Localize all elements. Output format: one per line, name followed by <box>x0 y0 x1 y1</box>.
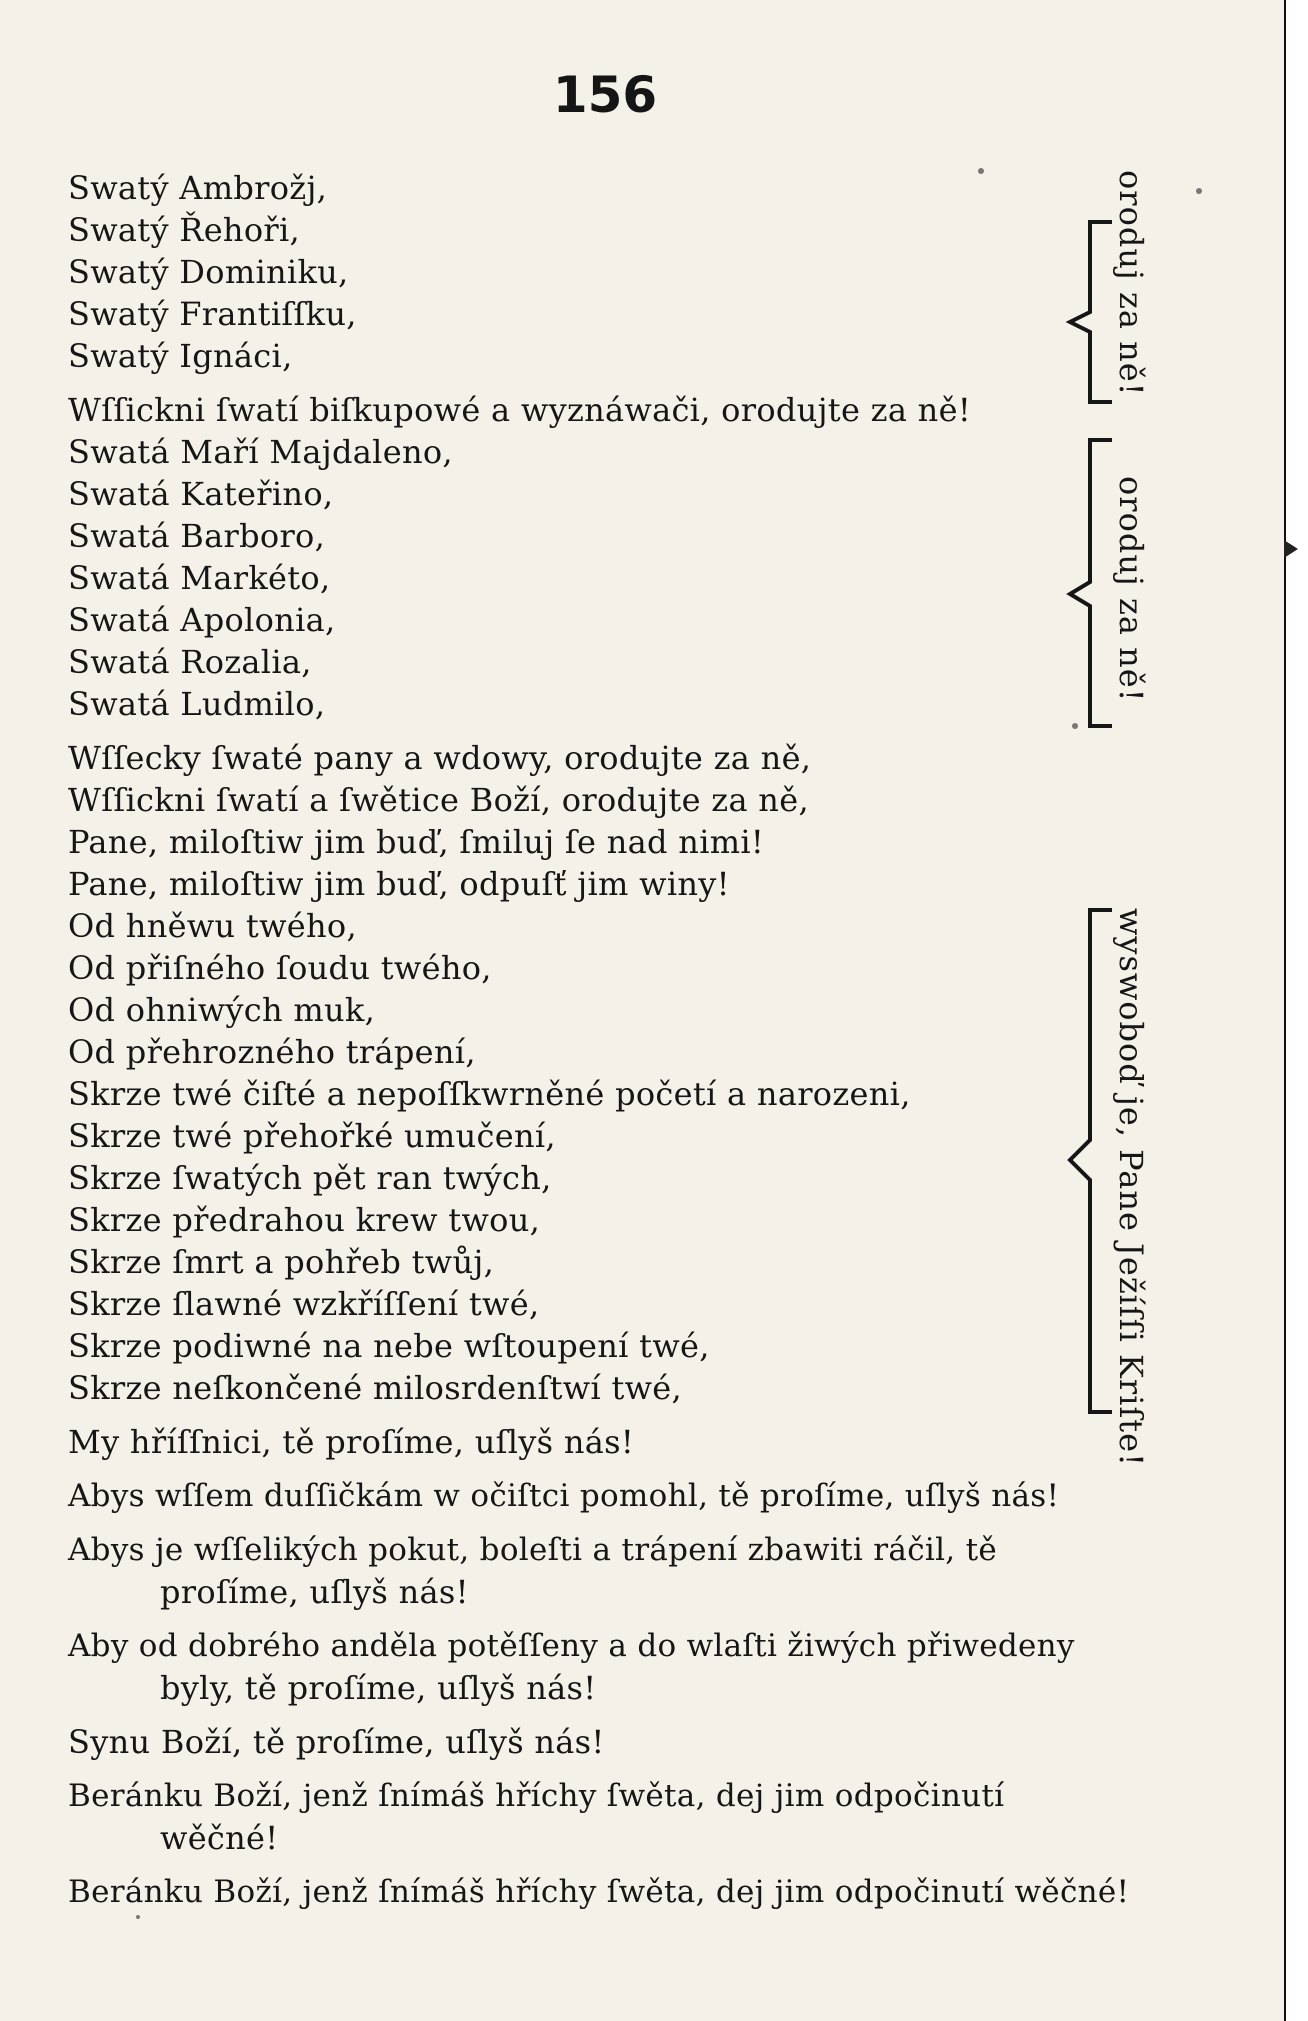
text-line: Swatý Ambrožj, <box>68 169 328 207</box>
page-speck <box>136 1915 140 1919</box>
text-line: Skrze podiwné na nebe wſtoupení twé, <box>68 1327 710 1365</box>
text-line: proſíme, uſlyš nás! <box>160 1573 469 1611</box>
brace-3 <box>1070 910 1112 1412</box>
text-line: Skrze twé přehořké umučení, <box>68 1117 556 1155</box>
text-line: Od ohniwých muk, <box>68 991 376 1029</box>
side-label: oroduj za ně! <box>1112 170 1150 397</box>
side-label: wyswoboď je, Pane Ježíſſi Kriſte! <box>1112 908 1150 1467</box>
brace-1 <box>1070 222 1112 402</box>
text-line: Swatá Ludmilo, <box>68 685 326 723</box>
side-label: oroduj za ně! <box>1112 476 1150 703</box>
text-line: Swatá Apolonia, <box>68 601 336 639</box>
text-line: Swatá Markéto, <box>68 559 331 597</box>
text-line: Pane, miloſtiw jim buď, ſmiluj ſe nad nimi! <box>68 823 765 861</box>
text-line: Aby od dobrého anděla potěſſeny a do wlaſti žiwých přiwedeny <box>68 1628 1075 1664</box>
page-speck <box>978 168 984 174</box>
text-line: Wſſecky ſwaté pany a wdowy, orodujte za ně, <box>68 739 812 777</box>
text-line: byly, tě proſíme, uſlyš nás! <box>160 1669 597 1707</box>
text-line: Swatá Kateřino, <box>68 475 334 513</box>
text-line: Wſſickni ſwatí biſkupowé a wyznáwači, orodujte za ně! <box>68 391 971 429</box>
text-line: Swatá Maří Majdaleno, <box>68 433 453 471</box>
text-line: Pane, miloſtiw jim buď, odpuſť jim winy! <box>68 865 730 903</box>
text-line: Skrze předrahou krew twou, <box>68 1201 541 1239</box>
brace-2 <box>1070 440 1112 726</box>
text-line: My hříſſnici, tě proſíme, uſlyš nás! <box>68 1423 635 1461</box>
page-number: 156 <box>552 66 658 124</box>
text-line: Skrze twé čiſté a nepoſſkwrněné početí a narozeni, <box>68 1075 911 1113</box>
text-line: Swatá Rozalia, <box>68 643 312 681</box>
text-line: Od hněwu twého, <box>68 907 357 945</box>
text-line: Skrze ſmrt a pohřeb twůj, <box>68 1243 495 1281</box>
text-line: Od přehrozného trápení, <box>68 1033 476 1071</box>
text-line: Beránku Boží, jenž ſnímáš hříchy ſwěta, dej jim odpočinutí <box>68 1778 1005 1814</box>
text-line: Swatý Řehoři, <box>68 211 301 249</box>
text-line: Swatá Barboro, <box>68 517 326 555</box>
edge-marker-icon <box>1284 540 1298 558</box>
text-line: Synu Boží, tě proſíme, uſlyš nás! <box>68 1723 605 1761</box>
text-line: Skrze ſwatých pět ran twých, <box>68 1159 552 1197</box>
text-line: wěčné! <box>160 1819 279 1857</box>
text-line: Beránku Boží, jenž ſnímáš hříchy ſwěta, dej jim odpočinutí wěčné! <box>68 1874 1130 1910</box>
text-line: Swatý Frantiſſku, <box>68 295 357 333</box>
text-line: Wſſickni ſwatí a ſwětice Boží, orodujte za ně, <box>68 781 809 819</box>
page-edge <box>1284 0 1308 2021</box>
text-line: Skrze ſlawné wzkříſſení twé, <box>68 1285 540 1323</box>
text-line: Skrze neſkončené milosrdenſtwí twé, <box>68 1369 682 1407</box>
text-line: Abys wſſem duſſičkám w očiſtci pomohl, tě proſíme, uſlyš nás! <box>68 1478 1060 1514</box>
page-speck <box>1072 723 1078 729</box>
text-line: Abys je wſſelikých pokut, boleſti a trápení zbawiti ráčil, tě <box>68 1532 997 1568</box>
text-line: Swatý Dominiku, <box>68 253 349 291</box>
text-line: Od přiſného ſoudu twého, <box>68 949 492 987</box>
text-line: Swatý Ignáci, <box>68 337 293 375</box>
page-speck <box>1196 188 1202 194</box>
